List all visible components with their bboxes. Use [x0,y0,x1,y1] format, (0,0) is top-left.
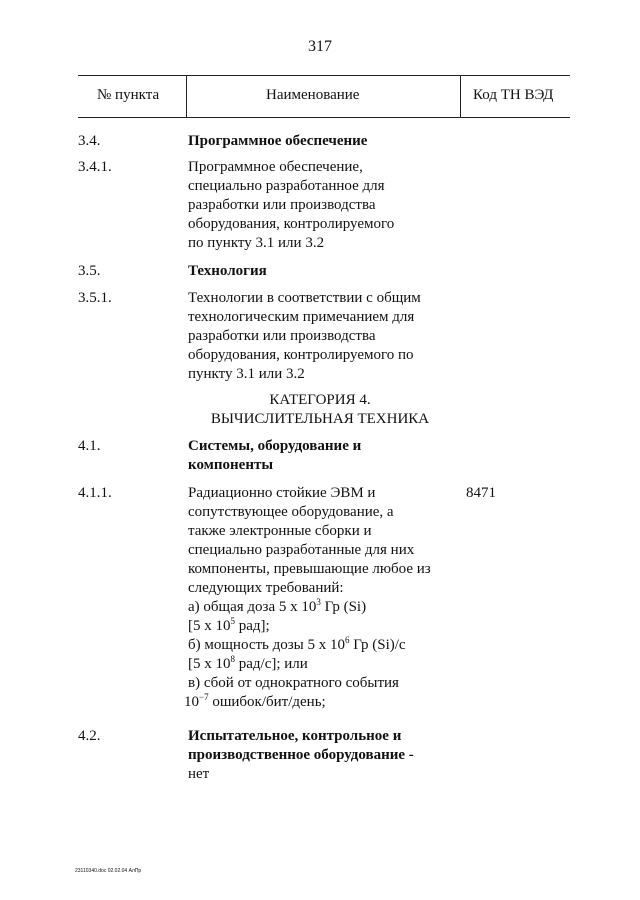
item-number: 3.5. [78,263,101,279]
item-line: компоненты, превышающие любое из [188,561,431,577]
item-line: Технология [188,263,267,279]
item-text [188,158,458,253]
header-bottom-rule [78,117,570,118]
item-line: специально разработанное для [188,178,385,194]
item-line: Программное обеспечение [188,133,368,149]
header-col-name: Наименование [266,87,360,103]
item-number: 4.1. [78,438,101,454]
item-number: 4.2. [78,728,101,744]
category-heading [170,391,470,429]
header-divider-1 [186,75,187,117]
item-line: разработки или производства [188,197,376,213]
item-title [188,132,458,151]
page-number: 317 [308,38,332,55]
requirement-b-rad: [5 x $10^8$ рад/с]; или [188,654,308,672]
item-line: пункту 3.1 или 3.2 [188,366,305,382]
header-col-number: № пункта [97,87,160,103]
item-code: 8471 [466,485,496,501]
item-line: Испытательное, контрольное и [188,728,402,744]
item-line: нет [188,766,210,782]
item-text [188,289,458,384]
item-number: 3.4. [78,133,101,149]
item-line: оборудования, контролируемого [188,216,395,232]
footer-filename: 23110340.doc 02.02.04 АлПр [75,868,142,874]
header-top-rule [78,75,570,76]
header-divider-2 [460,75,461,117]
item-line: производственное оборудование - [188,747,414,763]
item-line: компоненты [188,457,274,473]
requirement-c: в) сбой от однократного события [188,675,399,691]
header-col-code: Код ТН ВЭД [473,87,554,103]
item-line: Радиационно стойкие ЭВМ и [188,485,376,501]
item-title [188,437,458,475]
requirement-a-rad: [5 x $10^5$ рад]; [188,616,270,634]
item-line: Системы, оборудование и [188,438,362,454]
item-line: Технологии в соответствии с общим [188,290,421,306]
requirement-b: б) мощность дозы 5 x $10^6$ Гр (Si)/с [188,635,406,653]
requirement-c-rate: $10^{-7}$ ошибок/бит/день; [184,692,326,710]
item-text [184,484,458,712]
item-line: Программное обеспечение, [188,159,363,175]
item-line: по пункту 3.1 или 3.2 [188,235,325,251]
item-line: специально разработанные для них [188,542,415,558]
item-number: 3.4.1. [78,159,112,175]
item-line: сопутствующее оборудование, а [188,504,394,520]
item-line: также электронные сборки и [188,523,372,539]
item-line: следующих требований: [188,580,344,596]
item-title [188,262,458,281]
item-title [188,727,458,784]
item-line: технологическим примечанием для [188,309,415,325]
category-line-2: ВЫЧИСЛИТЕЛЬНАЯ ТЕХНИКА [210,411,430,427]
requirement-a: а) общая доза 5 x $10^3$ Гр (Si) [188,597,367,615]
category-line-1: КАТЕГОРИЯ 4. [269,392,371,408]
item-line: оборудования, контролируемого по [188,347,414,363]
item-number: 3.5.1. [78,290,112,306]
item-number: 4.1.1. [78,485,112,501]
item-line: разработки или производства [188,328,376,344]
